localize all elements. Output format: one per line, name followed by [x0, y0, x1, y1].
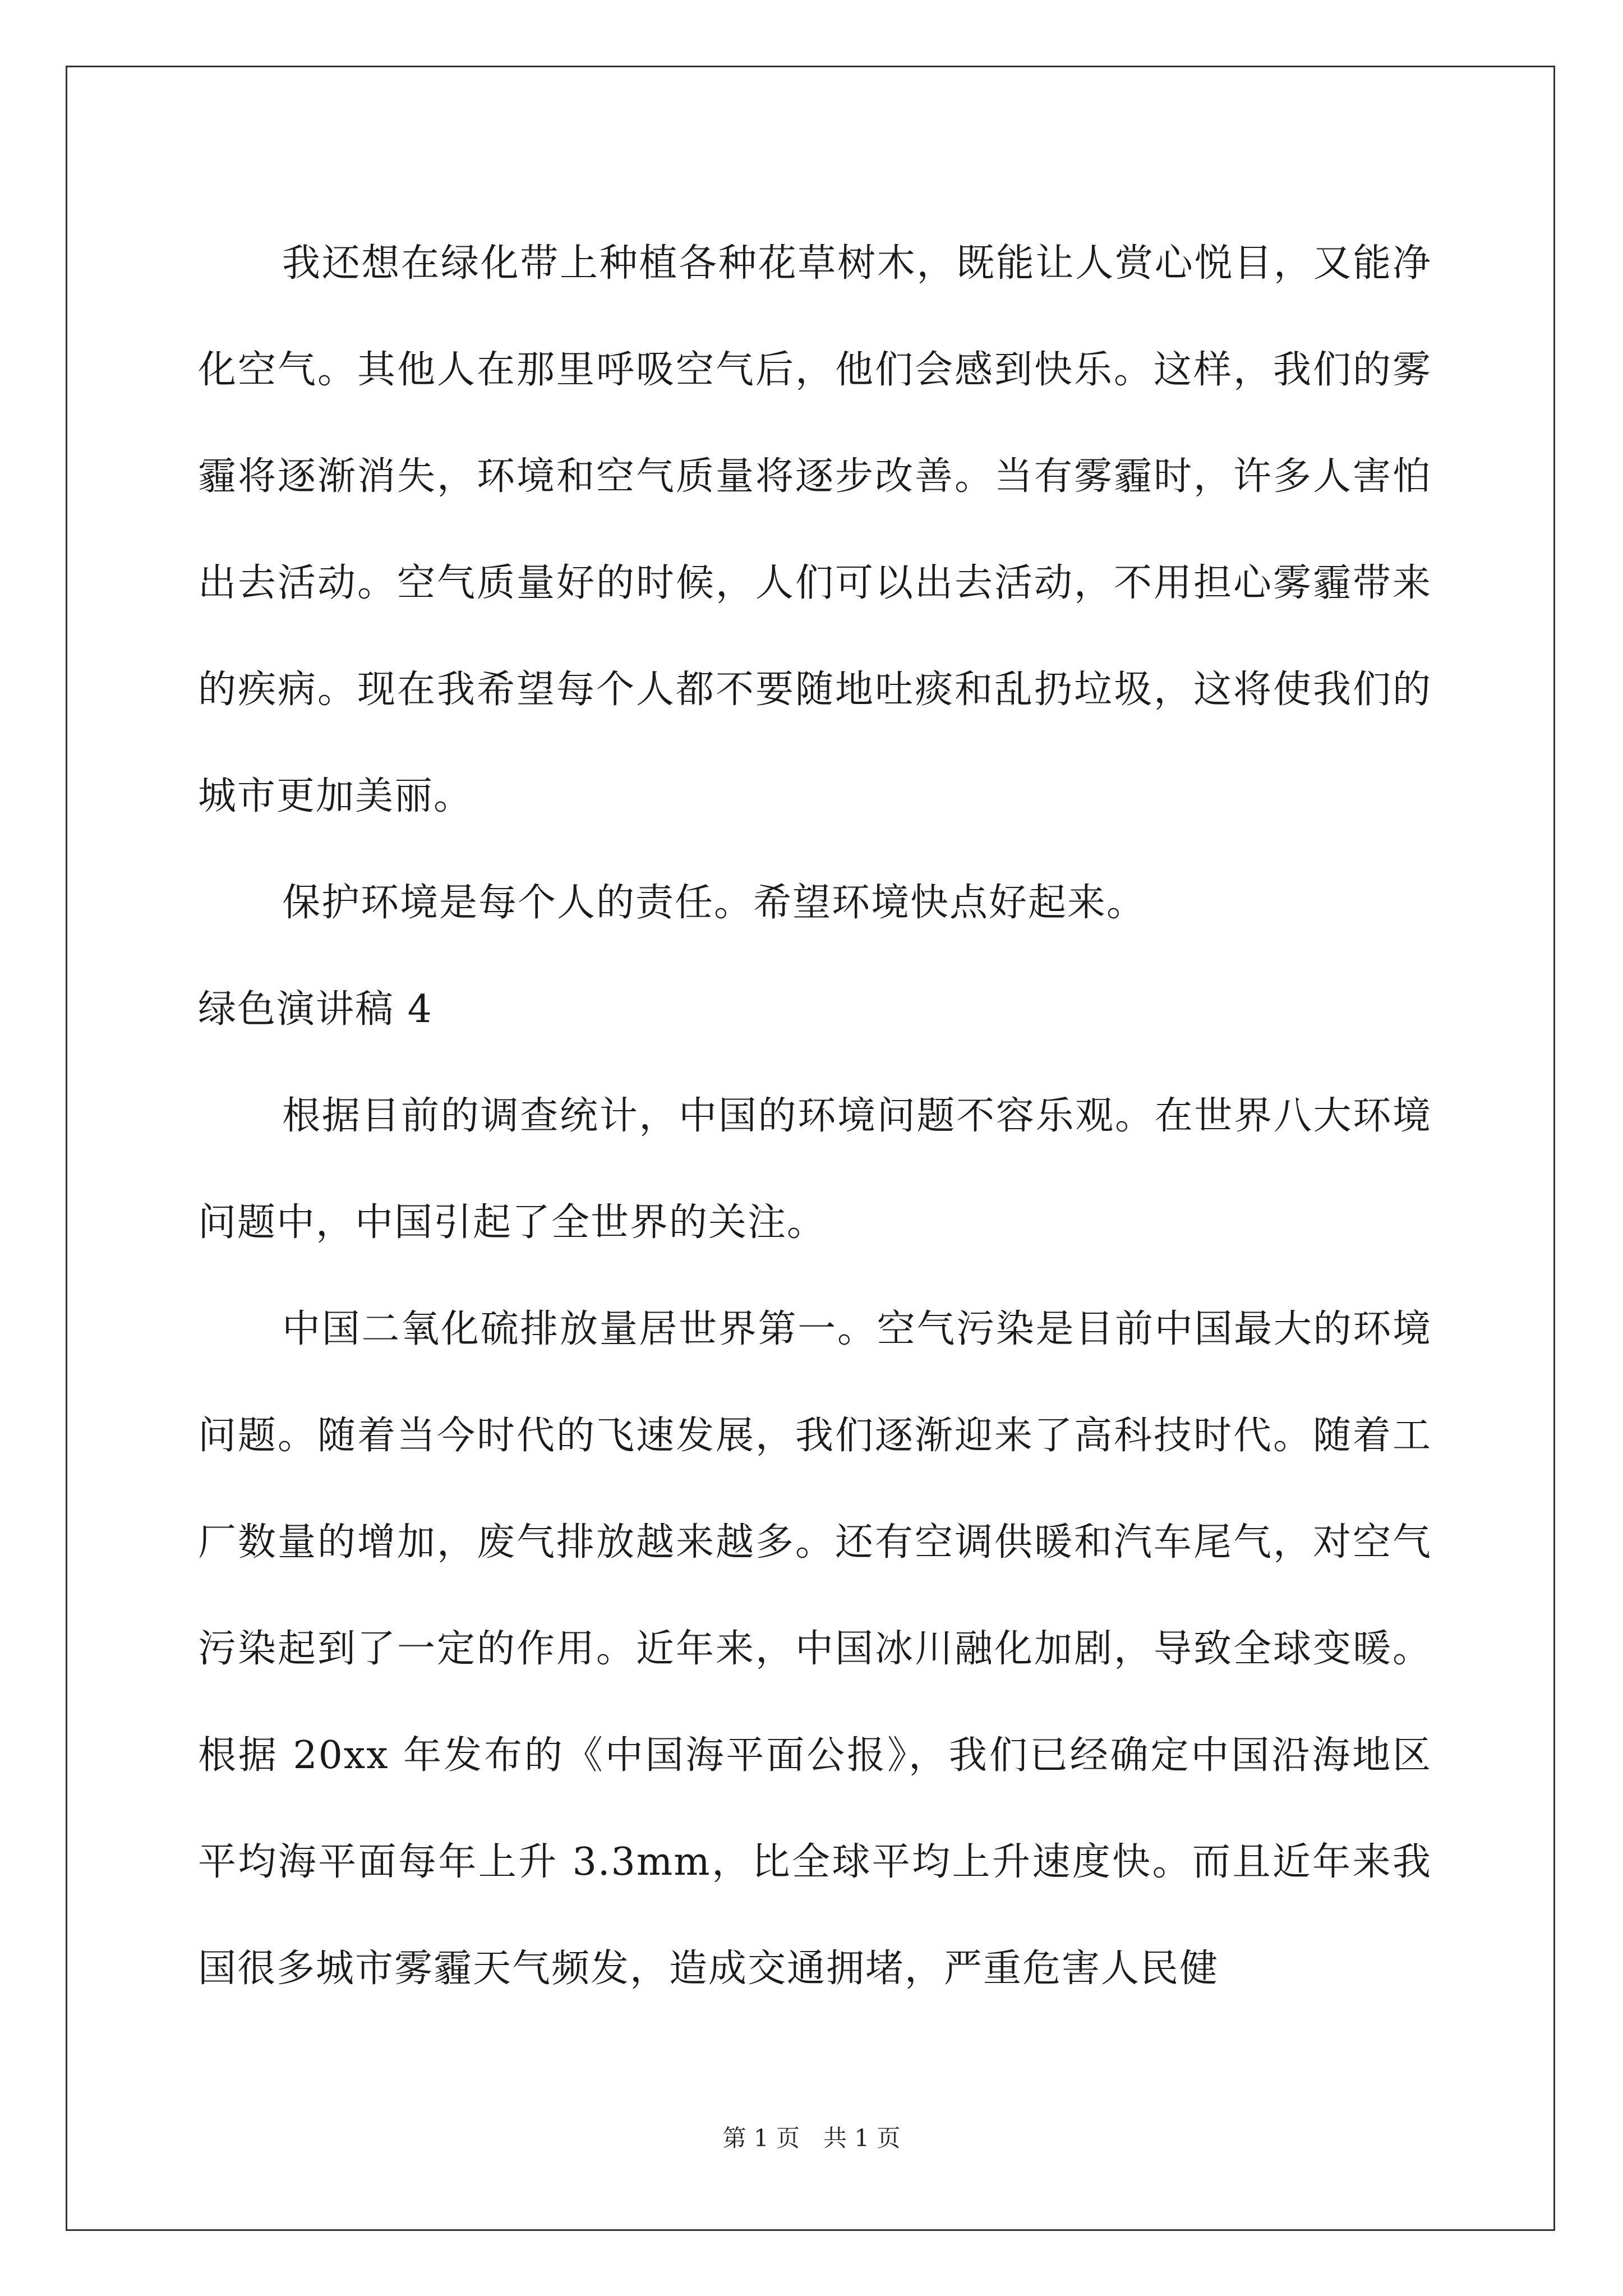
paragraph: 保护环境是每个人的责任。希望环境快点好起来。 — [282, 881, 1146, 925]
page-footer: 第 1 页 共 1 页 — [722, 2124, 901, 2152]
paragraph: 我还想在绿化带上种植各种花草树木，既能让人赏心悦目，又能净化空气。其他人在那里呼吸空气后，他们会感到快乐。这样，我们的雾霾将逐渐消失，环境和空气质量将逐步改善。当有雾霾时，许多人害怕出去活动。空气质量好的时候，人们可以出去活动，不用担心雾霾带来的疾病。现在我希望每个人都不要随地吐痰和乱扔垃圾，这将使我们的城市更加美丽。 — [198, 241, 1432, 818]
paragraph: 中国二氧化硫排放量居世界第一。空气污染是目前中国最大的环境问题。随着当今时代的飞速发展，我们逐渐迎来了高科技时代。随着工厂数量的增加，废气排放越来越多。还有空调供暖和汽车尾气，对空气污染起到了一定的作用。近年来，中国冰川融化加剧，导致全球变暖。根据 20xx 年发布的《中国海平面公报》，我们已经确定中国沿海地区平均海平面每年上升 3.3mm，比全球平均上升速度快。而且近年来我国很多城市雾霾天气频发，造成交通拥堵，严重危害人民健 — [198, 1307, 1432, 1991]
document-body — [198, 210, 1432, 2022]
section-heading: 绿色演讲稿 4 — [198, 987, 433, 1032]
paragraph: 根据目前的调查统计，中国的环境问题不容乐观。在世界八大环境问题中，中国引起了全世界的关注。 — [198, 1094, 1432, 1245]
